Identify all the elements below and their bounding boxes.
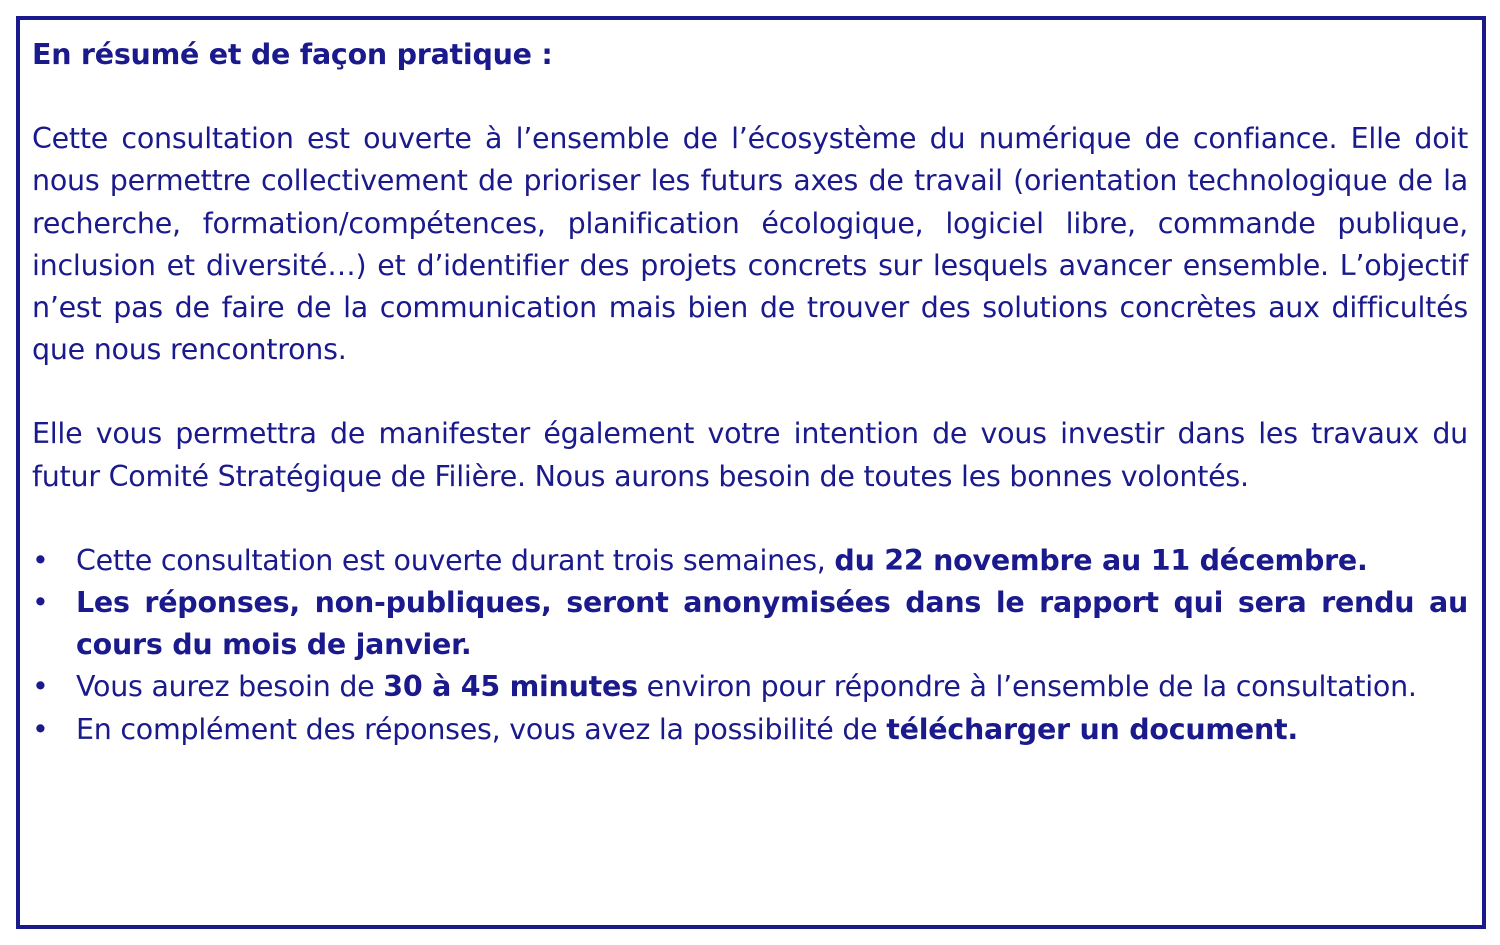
bullet-icon: •: [32, 670, 49, 704]
practical-info-list: [32, 540, 1468, 751]
summary-heading: En résumé et de façon pratique :: [32, 38, 553, 71]
bullet-text-bold: 30 à 45 minutes: [383, 670, 638, 704]
paragraph-committee-involvement: Elle vous permettra de manifester également votre intention de vous investir dans les travaux du futur Comité Stratégique de Filière. Nous aurons besoin de toutes les bonnes volontés.: [32, 417, 1468, 493]
paragraph-consultation-scope: Cette consultation est ouverte à l’ensemble de l’écosystème du numérique de confiance. Elle doit nous permettre collectivement de prioriser les futurs axes de travail (orientation technologique de la recherche, formation/compétences, planification écologique, logiciel libre, commande publique, inclusion et diversité…) et d’identifier des projets concrets sur lesquels avancer ensemble. L’objectif n’est pas de faire de la communication mais bien de trouver des solutions concrètes aux difficultés que nous rencontrons.: [32, 122, 1468, 367]
list-item-document-upload: [32, 709, 1468, 751]
list-item-time-required: [32, 666, 1468, 708]
bullet-text: Vous aurez besoin de: [76, 670, 384, 704]
bullet-icon: •: [32, 586, 49, 620]
bullet-text: En complément des réponses, vous avez la possibilité de: [76, 712, 887, 746]
bullet-text-bold: Les réponses, non-publiques, seront anonymisées dans le rapport qui sera rendu au cours du mois de janvier.: [76, 586, 1468, 662]
bullet-text: environ pour répondre à l’ensemble de la consultation.: [637, 670, 1417, 704]
bullet-text: Cette consultation est ouverte durant trois semaines,: [76, 543, 835, 577]
summary-box: [16, 16, 1486, 929]
bullet-text-bold: télécharger un document.: [886, 712, 1298, 746]
bullet-icon: •: [32, 712, 49, 746]
list-item-anonymity: [32, 582, 1468, 666]
list-item-duration: [32, 540, 1468, 582]
bullet-text-bold: du 22 novembre au 11 décembre.: [834, 543, 1368, 577]
bullet-icon: •: [32, 543, 49, 577]
